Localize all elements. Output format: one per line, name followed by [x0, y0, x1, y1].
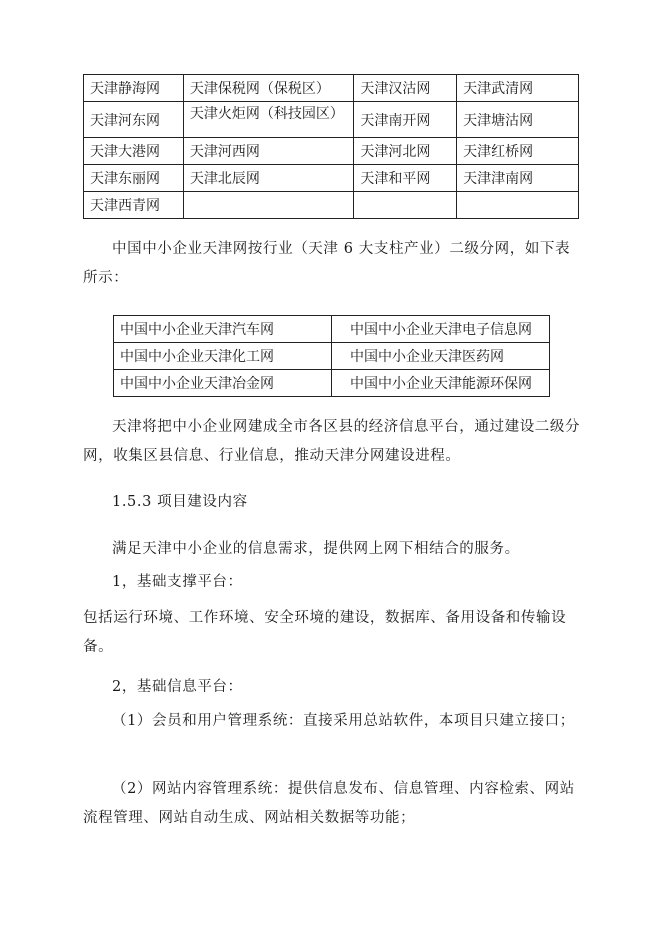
item2-sub2: （2）网站内容管理系统：提供信息发布、信息管理、内容检索、网站流程管理、网站自动生成、网站相关数据等功能；	[83, 781, 575, 826]
table-row	[84, 138, 579, 165]
item2-sub1: （1）会员和用户管理系统：直接采用总站软件，本项目只建立接口；	[112, 713, 575, 729]
table-cell: 中国中小企业天津汽车网	[114, 316, 332, 343]
table-cell	[354, 192, 457, 219]
district-network-table	[83, 74, 579, 219]
table-cell: 天津河北网	[354, 138, 457, 165]
table-cell: 天津红桥网	[457, 138, 579, 165]
item2-title: 2，基础信息平台：	[112, 679, 243, 695]
table-cell: 天津北辰网	[183, 165, 354, 192]
table-row	[114, 343, 550, 370]
item1-text: 包括运行环境、工作环境、安全环境的建设，数据库、备用设备和传输设备。	[83, 610, 567, 655]
table-cell	[457, 192, 579, 219]
table-cell: 中国中小企业天津电子信息网	[332, 316, 550, 343]
item1-title: 1，基础支撑平台：	[112, 574, 243, 590]
industry-network-table	[113, 315, 550, 397]
table-row	[84, 165, 579, 192]
table-row	[84, 102, 579, 138]
table-cell	[183, 192, 354, 219]
table-cell: 天津河西网	[183, 138, 354, 165]
need-paragraph: 满足天津中小企业的信息需求，提供网上网下相结合的服务。	[112, 541, 520, 557]
section-heading: 1.5.3 项目建设内容	[112, 494, 248, 510]
table-cell: 天津河东网	[84, 102, 184, 138]
platform-paragraph: 天津将把中小企业网建成全市各区县的经济信息平台，通过建设二级分网，收集区县信息、行业信息，推动天津分网建设进程。	[83, 419, 581, 464]
table-row	[114, 370, 550, 397]
table-row	[84, 75, 579, 102]
table-cell: 天津火炬网（科技园区）	[183, 102, 354, 138]
table-cell: 天津保税网（保税区）	[183, 75, 354, 102]
table-row	[84, 192, 579, 219]
table-cell: 天津南开网	[354, 102, 457, 138]
table-cell: 天津汉沽网	[354, 75, 457, 102]
table-cell: 中国中小企业天津化工网	[114, 343, 332, 370]
table-cell: 天津大港网	[84, 138, 184, 165]
table-cell: 天津津南网	[457, 165, 579, 192]
table-cell: 中国中小企业天津医药网	[332, 343, 550, 370]
table-cell: 天津和平网	[354, 165, 457, 192]
table-cell: 天津静海网	[84, 75, 184, 102]
table-cell: 天津东丽网	[84, 165, 184, 192]
intro-paragraph: 中国中小企业天津网按行业（天津 6 大支柱产业）二级分网，如下表所示：	[83, 241, 571, 286]
table-cell: 中国中小企业天津能源环保网	[332, 370, 550, 397]
table-cell: 天津武清网	[457, 75, 579, 102]
table-cell: 天津塘沽网	[457, 102, 579, 138]
table-cell: 中国中小企业天津冶金网	[114, 370, 332, 397]
table-row	[114, 316, 550, 343]
table-cell: 天津西青网	[84, 192, 184, 219]
